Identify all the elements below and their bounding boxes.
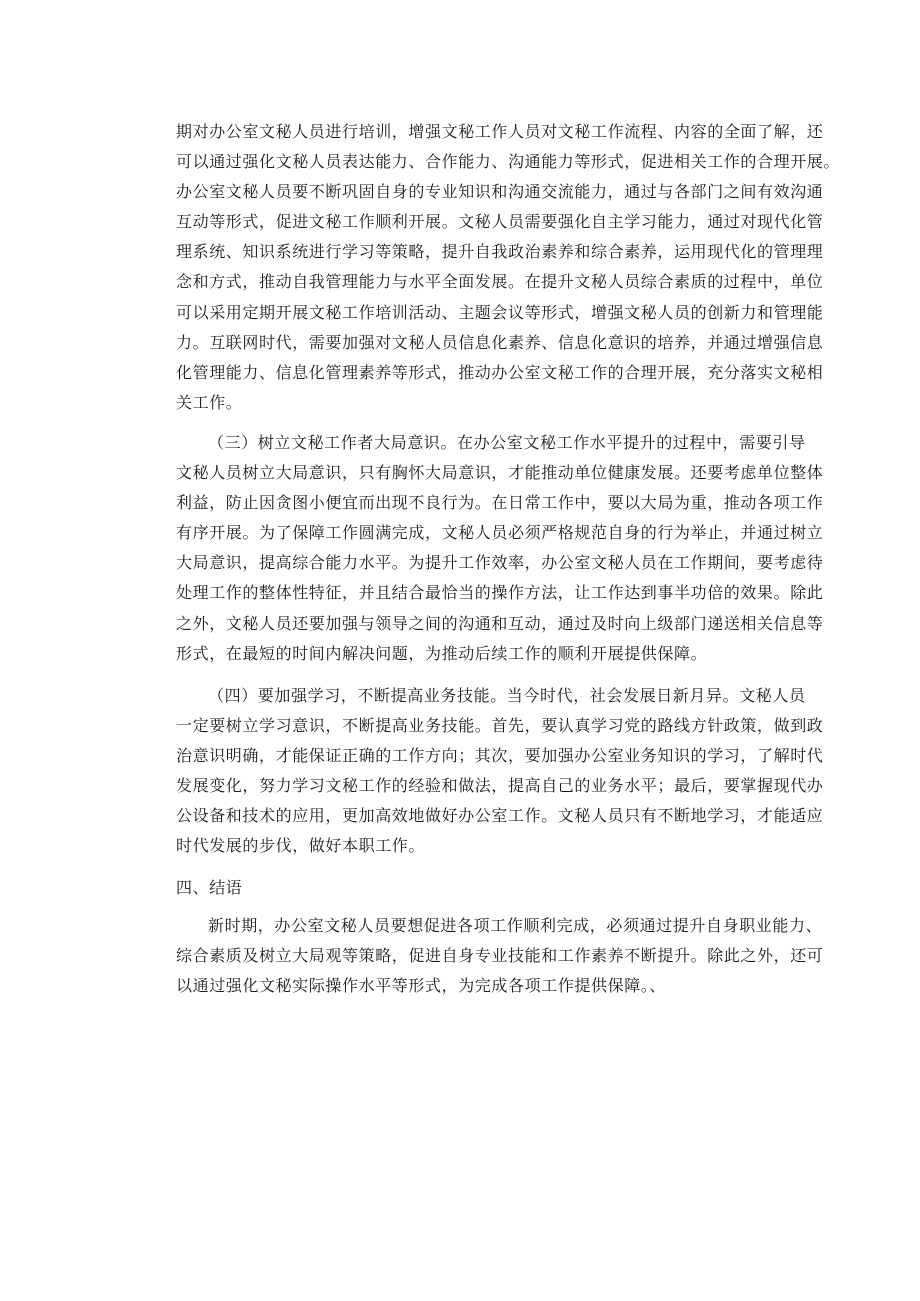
text-line: 理系统、知识系统进行学习等策略，提升自我政治素养和综合素养，运用现代化的管理理 — [176, 242, 824, 262]
text-line: 以通过强化文秘实际操作水平等形式，为完成各项工作提供保障。、 — [176, 976, 667, 996]
text-line: 处理工作的整体性特征，并且结合最恰当的操作方法，让工作达到事半功倍的效果。除此 — [176, 583, 824, 603]
text-line: 新时期，办公室文秘人员要想促进各项工作顺利完成，必须通过提升自身职业能力、 — [208, 916, 823, 935]
text-line: 利益，防止因贪图小便宜而出现不良行为。在日常工作中，要以大局为重，推动各项工作 — [176, 493, 824, 513]
text-line: 有序开展。为了保障工作圆满完成，文秘人员必须严格规范自身的行为举止，并通过树立 — [176, 523, 824, 543]
text-line: 时代发展的步伐，做好本职工作。 — [176, 836, 426, 856]
text-line: 关工作。 — [176, 392, 243, 412]
text-line: 期对办公室文秘人员进行培训，增强文秘工作人员对文秘工作流程、内容的全面了解，还 — [176, 122, 824, 141]
text-line: 公设备和技术的应用，更加高效地做好办公室工作。文秘人员只有不断地学习，才能适应 — [176, 806, 824, 826]
text-line: 可以通过强化文秘人员表达能力、合作能力、沟通能力等形式，促进相关工作的合理开展。 — [176, 152, 841, 172]
text-line: 文秘人员树立大局意识，只有胸怀大局意识，才能推动单位健康发展。还要考虑单位整体 — [176, 463, 824, 483]
paragraph-training — [176, 117, 841, 418]
text-line: 之外，文秘人员还要加强与领导之间的沟通和互动，通过及时向上级部门递送相关信息等 — [176, 613, 824, 633]
text-line: 大局意识，提高综合能力水平。为提升工作效率，办公室文秘人员在工作期间，要考虑待 — [176, 553, 824, 573]
text-line: 力。互联网时代，需要加强对文秘人员信息化素养、信息化意识的培养，并通过增强信息 — [176, 332, 824, 352]
text-line: 可以采用定期开展文秘工作培训活动、主题会议等形式，增强文秘人员的创新力和管理能 — [176, 302, 824, 322]
text-line: 形式，在最短的时间内解决问题，为推动后续工作的顺利开展提供保障。 — [176, 643, 708, 663]
text-line: 办公室文秘人员要不断巩固自身的专业知识和沟通交流能力，通过与各部门之间有效沟通 — [176, 182, 824, 202]
section-heading-conclusion: 四、结语 — [176, 878, 243, 897]
text-line: 一定要树立学习意识，不断提高业务技能。首先，要认真学习党的路线方针政策，做到政 — [176, 716, 824, 736]
text-line: 治意识明确，才能保证正确的工作方向；其次，要加强办公室业务知识的学习，了解时代 — [176, 746, 824, 766]
text-line: 发展变化，努力学习文秘工作的经验和做法，提高自己的业务水平；最后，要掌握现代办 — [176, 776, 824, 796]
text-line: 念和方式，推动自我管理能力与水平全面发展。在提升文秘人员综合素质的过程中，单位 — [176, 272, 824, 292]
text-line: （三）树立文秘工作者大局意识。在办公室文秘工作水平提升的过程中，需要引导 — [208, 433, 806, 452]
paragraph-conclusion — [176, 911, 824, 1001]
text-line: 化管理能力、信息化管理素养等形式，推动办公室文秘工作的合理开展，充分落实文秘相 — [176, 362, 824, 382]
text-line: （四）要加强学习，不断提高业务技能。当今时代，社会发展日新月异。文秘人员 — [208, 686, 806, 705]
paragraph-learning — [176, 681, 824, 862]
text-line: 互动等形式，促进文秘工作顺利开展。文秘人员需要强化自主学习能力，通过对现代化管 — [176, 212, 824, 232]
text-line: 综合素质及树立大局观等策略，促进自身专业技能和工作素养不断提升。除此之外，还可 — [176, 946, 824, 966]
paragraph-big-picture — [176, 428, 824, 669]
